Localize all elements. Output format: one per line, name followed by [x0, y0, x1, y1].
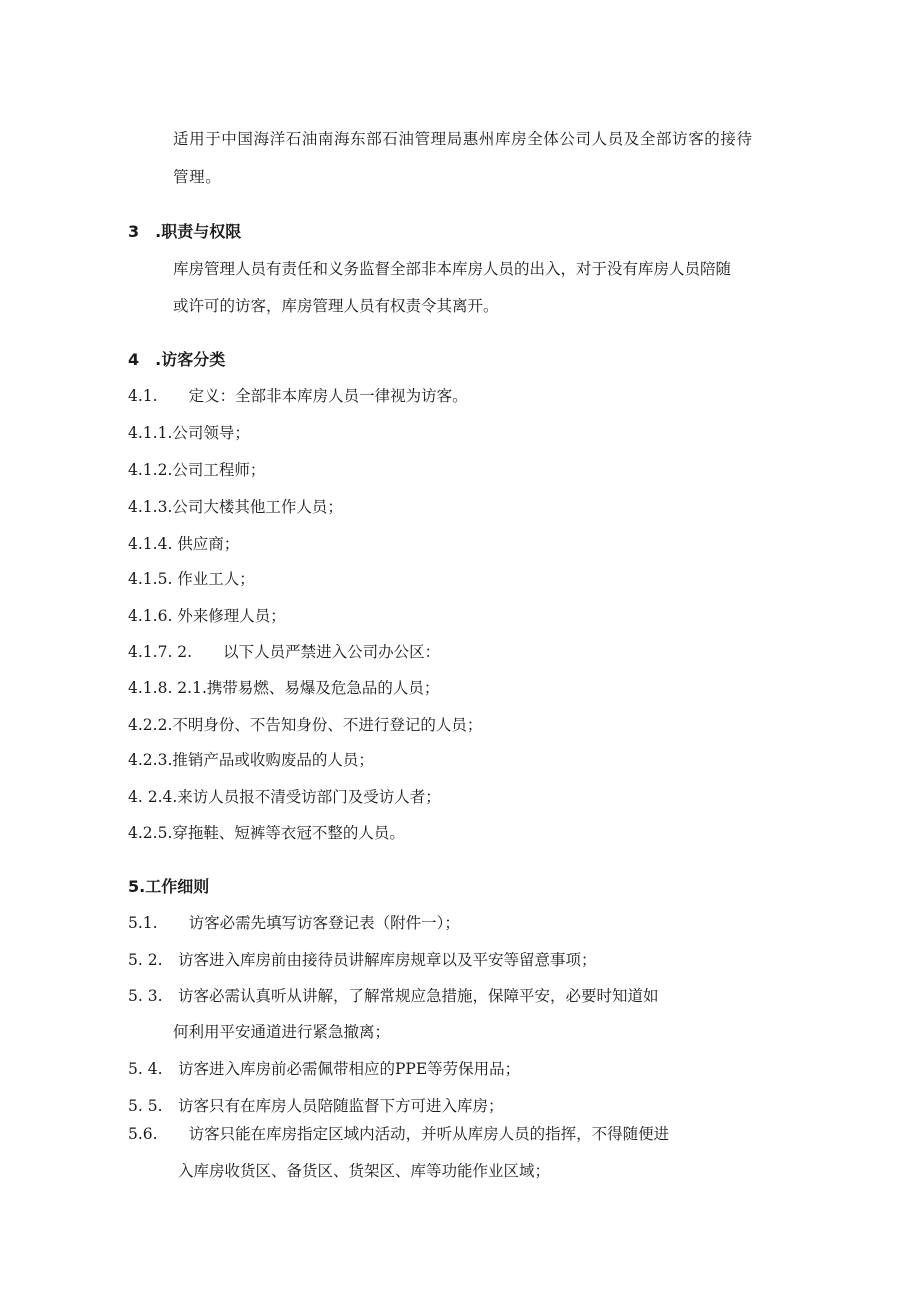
section-3-line-2: 或许可的访客，库房管理人员有权责令其离开。 [173, 297, 499, 315]
scope-line-1: 适用于中国海洋石油南海东部石油管理局惠州库房全体公司人员及全部访客的接待 [173, 130, 753, 148]
list-item: 4.1.5. 作业工人； [128, 570, 255, 588]
section-5-heading: 5.工作细则 [128, 877, 210, 896]
list-item: 4.1.1.公司领导； [128, 424, 250, 442]
list-item: 5. 2. 访客进入库房前由接待员讲解库房规章以及平安等留意事项； [128, 951, 597, 969]
list-item: 5.1. 访客必需先填写访客登记表（附件一）； [128, 914, 460, 932]
list-item: 5.6. 访客只能在库房指定区域内活动，并听从库房人员的指挥，不得随便进 [128, 1125, 670, 1143]
list-item: 4.1.6. 外来修理人员； [128, 607, 286, 625]
list-item: 4.2.5.穿拖鞋、短裤等衣冠不整的人员。 [128, 824, 405, 842]
list-item: 5. 3. 访客必需认真听从讲解，了解常规应急措施，保障平安，必要时知道如 [128, 987, 659, 1005]
list-item: 4.2.2.不明身份、不告知身份、不进行登记的人员； [128, 716, 483, 734]
section-3-line-1: 库房管理人员有责任和义务监督全部非本库房人员的出入，对于没有库房人员陪随 [173, 260, 732, 278]
list-item: 4.1. 定义：全部非本库房人员一律视为访客。 [128, 387, 468, 405]
list-item: 4.1.2.公司工程师； [128, 461, 266, 479]
list-item: 4.1.8. 2.1.携带易燃、易爆及危急品的人员； [128, 679, 440, 697]
list-item-continuation: 何利用平安通道进行紧急撤离； [173, 1023, 391, 1041]
list-item-continuation: 入库房收货区、备货区、货架区、库等功能作业区域； [178, 1162, 551, 1180]
section-3-heading: 3 .职责与权限 [128, 222, 242, 241]
list-item: 5. 4. 访客进入库房前必需佩带相应的PPE等劳保用品； [128, 1060, 521, 1078]
list-item: 5. 5. 访客只有在库房人员陪随监督下方可进入库房； [128, 1097, 504, 1115]
list-item: 4.1.3.公司大楼其他工作人员； [128, 498, 343, 516]
list-item: 4.1.4. 供应商； [128, 535, 240, 553]
list-item: 4. 2.4.来访人员报不清受访部门及受访人者； [128, 788, 441, 806]
list-item: 4.1.7. 2. 以下人员严禁进入公司办公区： [128, 643, 441, 661]
scope-line-2: 管理。 [173, 168, 222, 186]
section-4-heading: 4 .访客分类 [128, 350, 226, 369]
list-item: 4.2.3.推销产品或收购废品的人员； [128, 751, 374, 769]
